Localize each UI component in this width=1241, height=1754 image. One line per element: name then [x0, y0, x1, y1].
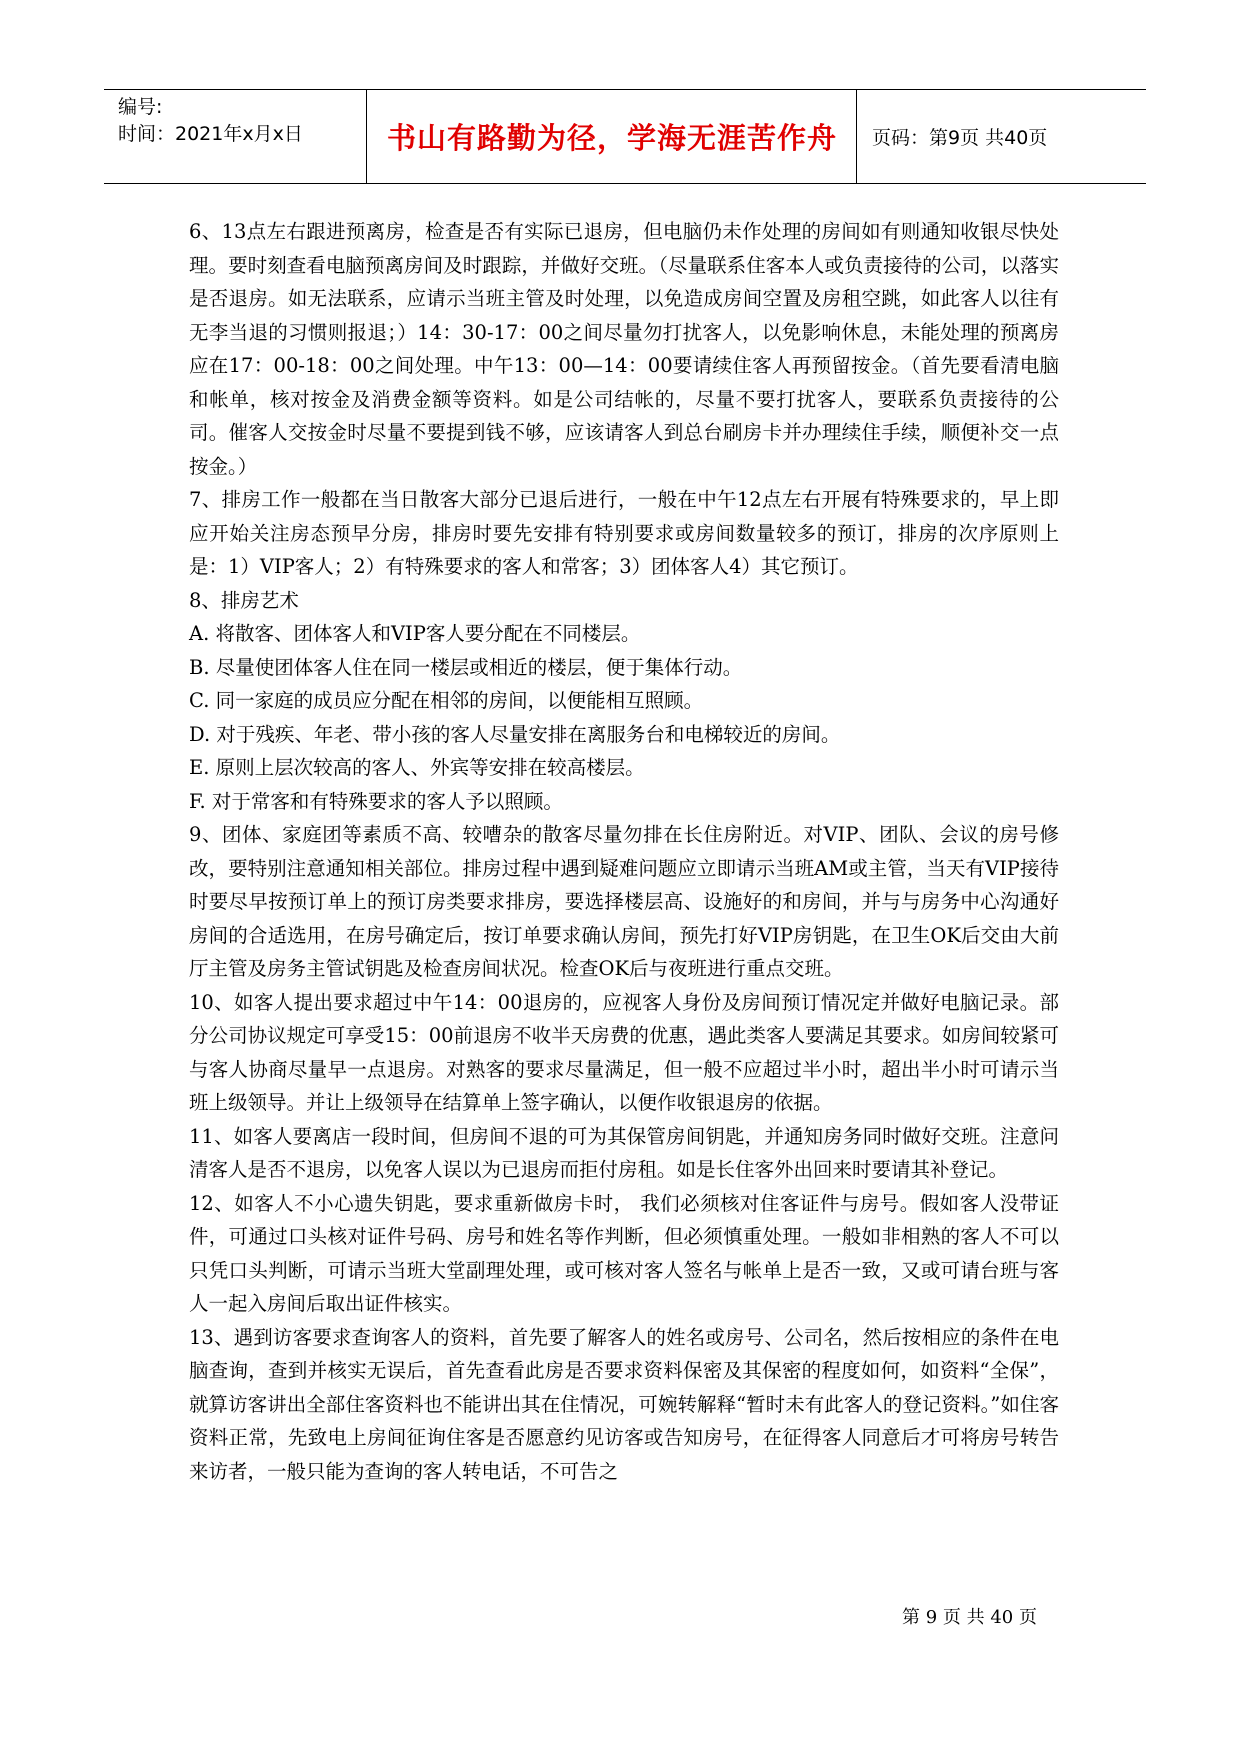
list-item: B. 尽量使团体客人住在同一楼层或相近的楼层，便于集体行动。 — [189, 655, 743, 679]
list-item: E. 原则上层次较高的客人、外宾等安排在较高楼层。 — [189, 756, 645, 779]
list-item: C. 同一家庭的成员应分配在相邻的房间，以便能相互照顾。 — [189, 689, 704, 712]
document-body — [189, 215, 1059, 1488]
header-motto: 书山有路勤为径，学海无涯苦作舟 — [386, 121, 837, 155]
paragraph: 12、如客人不小心遗失钥匙，要求重新做房卡时， 我们必须核对住客证件与房号。假如客人没带证件，可通过口头核对证件号码、房号和姓名等作判断，但必须慎重处理。一般如非相熟的客人不可以只凭口头判断，可请示当班大堂副理处理，或可核对客人签名与帐单上是否一致，又或可请台班与客人一起入房间后取出证件核实。 — [189, 1191, 1059, 1315]
paragraph: 6、13点左右跟进预离房，检查是否有实际已退房，但电脑仍未作处理的房间如有则通知收银尽快处理。要时刻查看电脑预离房间及时跟踪，并做好交班。（尽量联系住客本人或负责接待的公司，以落实是否退房。如无法联系，应请示当班主管及时处理，以免造成房间空置及房租空跳，如此客人以往有无李当退的习惯则报退；）14：30-17：00之间尽量勿打扰客人，以免影响休息，未能处理的预离房应在17：00-18：00之间处理。中午13：00—14：00要请续住客人再预留按金。（首先要看清电脑和帐单，核对按金及消费金额等资料。如是公司结帐的，尽量不要打扰客人，要联系负责接待的公司。催客人交按金时尽量不要提到钱不够，应该请客人到总台刷房卡并办理续住手续，顺便补交一点按金。） — [189, 220, 1059, 478]
paragraph: 13、遇到访客要求查询客人的资料，首先要了解客人的姓名或房号、公司名，然后按相应的条件在电脑查询，查到并核实无误后，首先查看此房是否要求资料保密及其保密的程度如何，如资料“全保”，就算访客讲出全部住客资料也不能讲出其在住情况，可婉转解释“暂时未有此客人的登记资料。”如住客资料正常，先致电上房间征询住客是否愿意约见访客或告知房号，在征得客人同意后才可将房号转告来访者，一般只能为查询的客人转电话，不可告之 — [189, 1325, 1059, 1483]
document-header — [104, 89, 1146, 184]
list-item: A. 将散客、团体客人和VIP客人要分配在不同楼层。 — [189, 622, 641, 645]
header-divider — [856, 90, 857, 183]
list-item: D. 对于残疾、年老、带小孩的客人尽量安排在离服务台和电梯较近的房间。 — [189, 722, 841, 746]
document-number-label: 编号: — [118, 96, 163, 118]
paragraph: 7、排房工作一般都在当日散客大部分已退后进行，一般在中午12点左右开展有特殊要求的，早上即应开始关注房态预早分房，排房时要先安排有特别要求或房间数量较多的预订，排房的次序原则上是：1）VIP客人；2）有特殊要求的客人和常客；3）团体客人4）其它预订。 — [189, 488, 1059, 578]
header-divider — [366, 90, 367, 183]
document-time-label: 时间：2021年x月x日 — [118, 123, 303, 145]
header-meta — [118, 90, 368, 183]
paragraph: 9、团体、家庭团等素质不高、较嘈杂的散客尽量勿排在长住房附近。对VIP、团队、会议的房号修改，要特别注意通知相关部位。排房过程中遇到疑难问题应立即请示当班AM或主管，当天有VIP接待时要尽早按预订单上的预订房类要求排房，要选择楼层高、设施好的和房间，并与与房务中心沟通好房间的合适选用，在房号确定后，按订单要求确认房间，预先打好VIP房钥匙，在卫生OK后交由大前厅主管及房务主管试钥匙及检查房间状况。检查OK后与夜班进行重点交班。 — [189, 823, 1059, 980]
paragraph: 8、排房艺术 — [189, 588, 299, 612]
page-footer: 第 9 页 共 40 页 — [902, 1607, 1037, 1628]
paragraph: 10、如客人提出要求超过中午14：00退房的，应视客人身份及房间预订情况定并做好电脑记录。部分公司协议规定可享受15：00前退房不收半天房费的优惠，遇此类客人要满足其要求。如房间较紧可与客人协商尽量早一点退房。对熟客的要求尽量满足，但一般不应超过半小时，超出半小时可请示当班上级领导。并让上级领导在结算单上签字确认，以便作收银退房的依据。 — [189, 990, 1059, 1114]
paragraph: 11、如客人要离店一段时间，但房间不退的可为其保管房间钥匙，并通知房务同时做好交班。注意问清客人是否不退房，以免客人误以为已退房而拒付房租。如是长住客外出回来时要请其补登记。 — [189, 1124, 1059, 1181]
header-page-label: 页码：第9页 共40页 — [872, 127, 1048, 149]
list-item: F. 对于常客和有特殊要求的客人予以照顾。 — [189, 789, 563, 813]
